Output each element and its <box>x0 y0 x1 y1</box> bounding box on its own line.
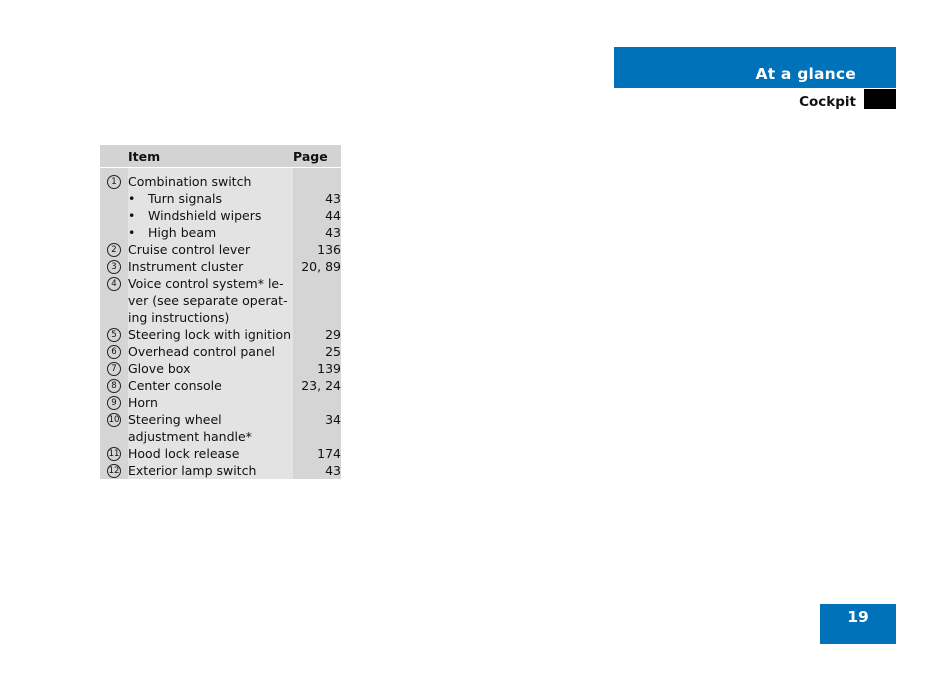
table-row <box>100 343 341 360</box>
item-label: Steering lock with ignition <box>128 327 292 342</box>
item-label <box>128 190 293 207</box>
circled-number: 9 <box>107 396 121 410</box>
item-label: Horn <box>128 394 293 411</box>
subsection-title: Cockpit <box>799 94 856 110</box>
table-row <box>100 207 341 224</box>
item-label: Combination switch <box>128 173 293 190</box>
circled-number: 4 <box>107 277 121 291</box>
circled-number: 5 <box>107 328 121 342</box>
table-row <box>100 462 341 479</box>
item-number <box>100 411 128 445</box>
item-page: 20, 89 <box>293 258 341 275</box>
table-header-row <box>100 145 341 168</box>
item-page: 43 <box>293 462 341 479</box>
table-row <box>100 411 341 445</box>
item-number <box>100 462 128 479</box>
item-number <box>100 207 128 224</box>
item-page: 174 <box>293 445 341 462</box>
header-page: Page <box>293 145 341 168</box>
item-label: Exterior lamp switch <box>128 462 293 479</box>
item-page: 139 <box>293 360 341 377</box>
item-page: 34 <box>293 411 341 445</box>
circled-number: 12 <box>108 465 120 476</box>
table-row <box>100 241 341 258</box>
table-row <box>100 258 341 275</box>
table-row <box>100 224 341 241</box>
item-number <box>100 241 128 258</box>
item-page: 23, 24 <box>293 377 341 394</box>
table-row <box>100 360 341 377</box>
circled-number: 1 <box>107 175 121 189</box>
thumb-tab-marker <box>864 89 896 109</box>
item-number <box>100 190 128 207</box>
page-number-box <box>820 604 896 644</box>
header-num-cell <box>100 145 128 168</box>
circled-number: 7 <box>107 362 121 376</box>
item-label: Steering wheel adjustment handle* <box>128 411 293 445</box>
page-number: 19 <box>847 608 869 626</box>
section-title: At a glance <box>755 65 856 83</box>
item-page <box>293 173 341 190</box>
circled-number: 2 <box>107 243 121 257</box>
table-row <box>100 377 341 394</box>
bullet: • <box>128 208 136 223</box>
table-row <box>100 445 341 462</box>
circled-number: 11 <box>108 448 120 459</box>
item-number <box>100 224 128 241</box>
circled-number: 3 <box>107 260 121 274</box>
circled-number: 10 <box>108 414 120 425</box>
header-item: Item <box>128 145 293 168</box>
circled-number: 6 <box>107 345 121 359</box>
item-label: Glove box <box>128 360 293 377</box>
item-page <box>293 394 341 411</box>
item-label <box>128 207 293 224</box>
item-label: Instrument cluster <box>128 258 293 275</box>
sub-item-text: Turn signals <box>148 191 222 206</box>
bullet: • <box>128 191 136 206</box>
table-row <box>100 173 341 190</box>
item-label: Voice control system* le-ver (see separate operat-ing instructions) <box>128 275 293 326</box>
item-label: Hood lock release <box>128 445 293 462</box>
item-page: 44 <box>293 207 341 224</box>
item-number <box>100 360 128 377</box>
item-number <box>100 173 128 190</box>
table-row <box>100 190 341 207</box>
item-page: 43 <box>293 190 341 207</box>
item-number <box>100 445 128 462</box>
table-row <box>100 394 341 411</box>
item-number <box>100 326 128 343</box>
item-label: Cruise control lever <box>128 241 293 258</box>
section-header-bar <box>614 47 896 88</box>
item-label <box>128 224 293 241</box>
sub-item-text: Windshield wipers <box>148 208 262 223</box>
table-row <box>100 326 341 343</box>
item-page: 43 <box>293 224 341 241</box>
item-page: 25 <box>293 343 341 360</box>
item-label: Center console <box>128 377 293 394</box>
bullet: • <box>128 225 136 240</box>
item-page: 136 <box>293 241 341 258</box>
cockpit-legend-table <box>100 145 341 479</box>
item-label: Overhead control panel <box>128 343 293 360</box>
circled-number: 8 <box>107 379 121 393</box>
table-row <box>100 275 341 326</box>
item-number <box>100 258 128 275</box>
item-page: 29 <box>293 326 341 343</box>
item-number <box>100 394 128 411</box>
item-number <box>100 343 128 360</box>
item-number <box>100 377 128 394</box>
item-number <box>100 275 128 326</box>
item-page <box>293 275 341 326</box>
sub-item-text: High beam <box>148 225 217 240</box>
